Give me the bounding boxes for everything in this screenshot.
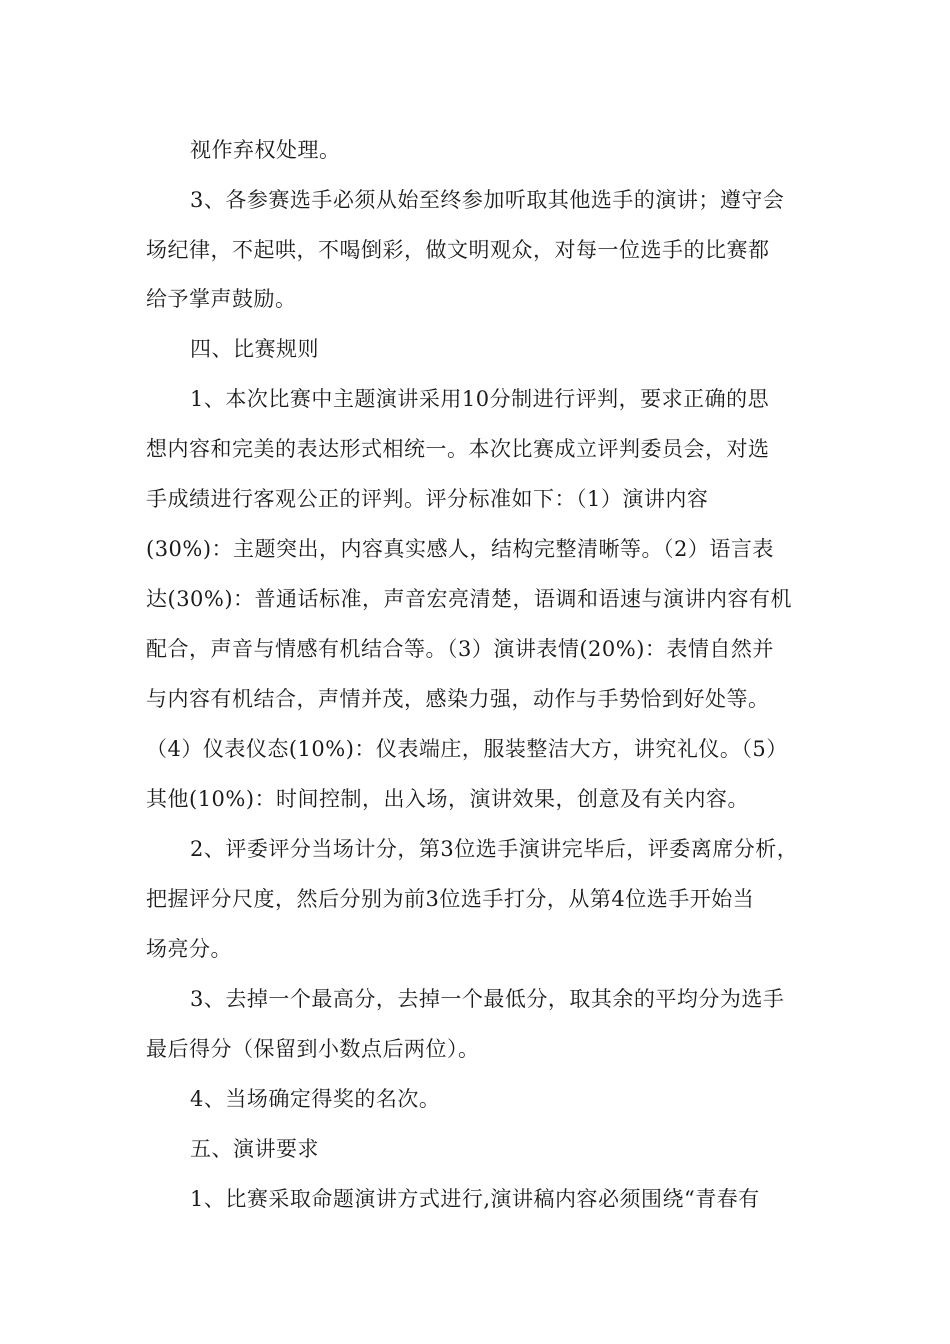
- text-line: 给予掌声鼓励。: [146, 287, 297, 311]
- text-line: 场纪律，不起哄，不喝倒彩，做文明观众，对每一位选手的比赛都: [146, 238, 770, 262]
- text-line: 4、当场确定得奖的名次。: [190, 1087, 441, 1111]
- text-line: （4）仪表仪态(10%)：仪表端庄，服装整洁大方，讲究礼仪。（5）: [146, 737, 788, 761]
- text-line: 3、各参赛选手必须从始至终参加听取其他选手的演讲；遵守会: [190, 188, 785, 212]
- text-line: 3、去掉一个最高分，去掉一个最低分，取其余的平均分为选手: [190, 987, 785, 1011]
- text-line: 1、比赛采取命题演讲方式进行,演讲稿内容必须围绕“青春有: [190, 1187, 760, 1211]
- text-line: 2、评委评分当场计分，第3位选手演讲完毕后，评委离席分析，: [190, 837, 799, 861]
- text-line: 1、本次比赛中主题演讲采用10分制进行评判，要求正确的思: [190, 387, 770, 411]
- text-line: 手成绩进行客观公正的评判。评分标准如下：（1）演讲内容: [146, 487, 709, 511]
- text-line: 最后得分（保留到小数点后两位）。: [146, 1037, 480, 1061]
- text-line: (30%)：主题突出，内容真实感人，结构完整清晰等。（2）语言表: [146, 537, 774, 561]
- text-line: 把握评分尺度，然后分别为前3位选手打分，从第4位选手开始当: [146, 887, 755, 911]
- section-heading: 五、演讲要求: [190, 1137, 319, 1161]
- text-line: 想内容和完美的表达形式相统一。本次比赛成立评判委员会，对选: [146, 437, 770, 461]
- text-line: 达(30%)：普通话标准，声音宏亮清楚，语调和语速与演讲内容有机: [146, 587, 793, 611]
- text-line: 与内容有机结合，声情并茂，感染力强，动作与手势恰到好处等。: [146, 687, 770, 711]
- text-line: 视作弃权处理。: [190, 138, 341, 162]
- text-line: 配合，声音与情感有机结合等。（3）演讲表情(20%)：表情自然并: [146, 637, 774, 661]
- section-heading: 四、比赛规则: [190, 337, 319, 361]
- text-line: 场亮分。: [146, 937, 232, 961]
- text-line: 其他(10%)：时间控制，出入场，演讲效果，创意及有关内容。: [146, 787, 750, 811]
